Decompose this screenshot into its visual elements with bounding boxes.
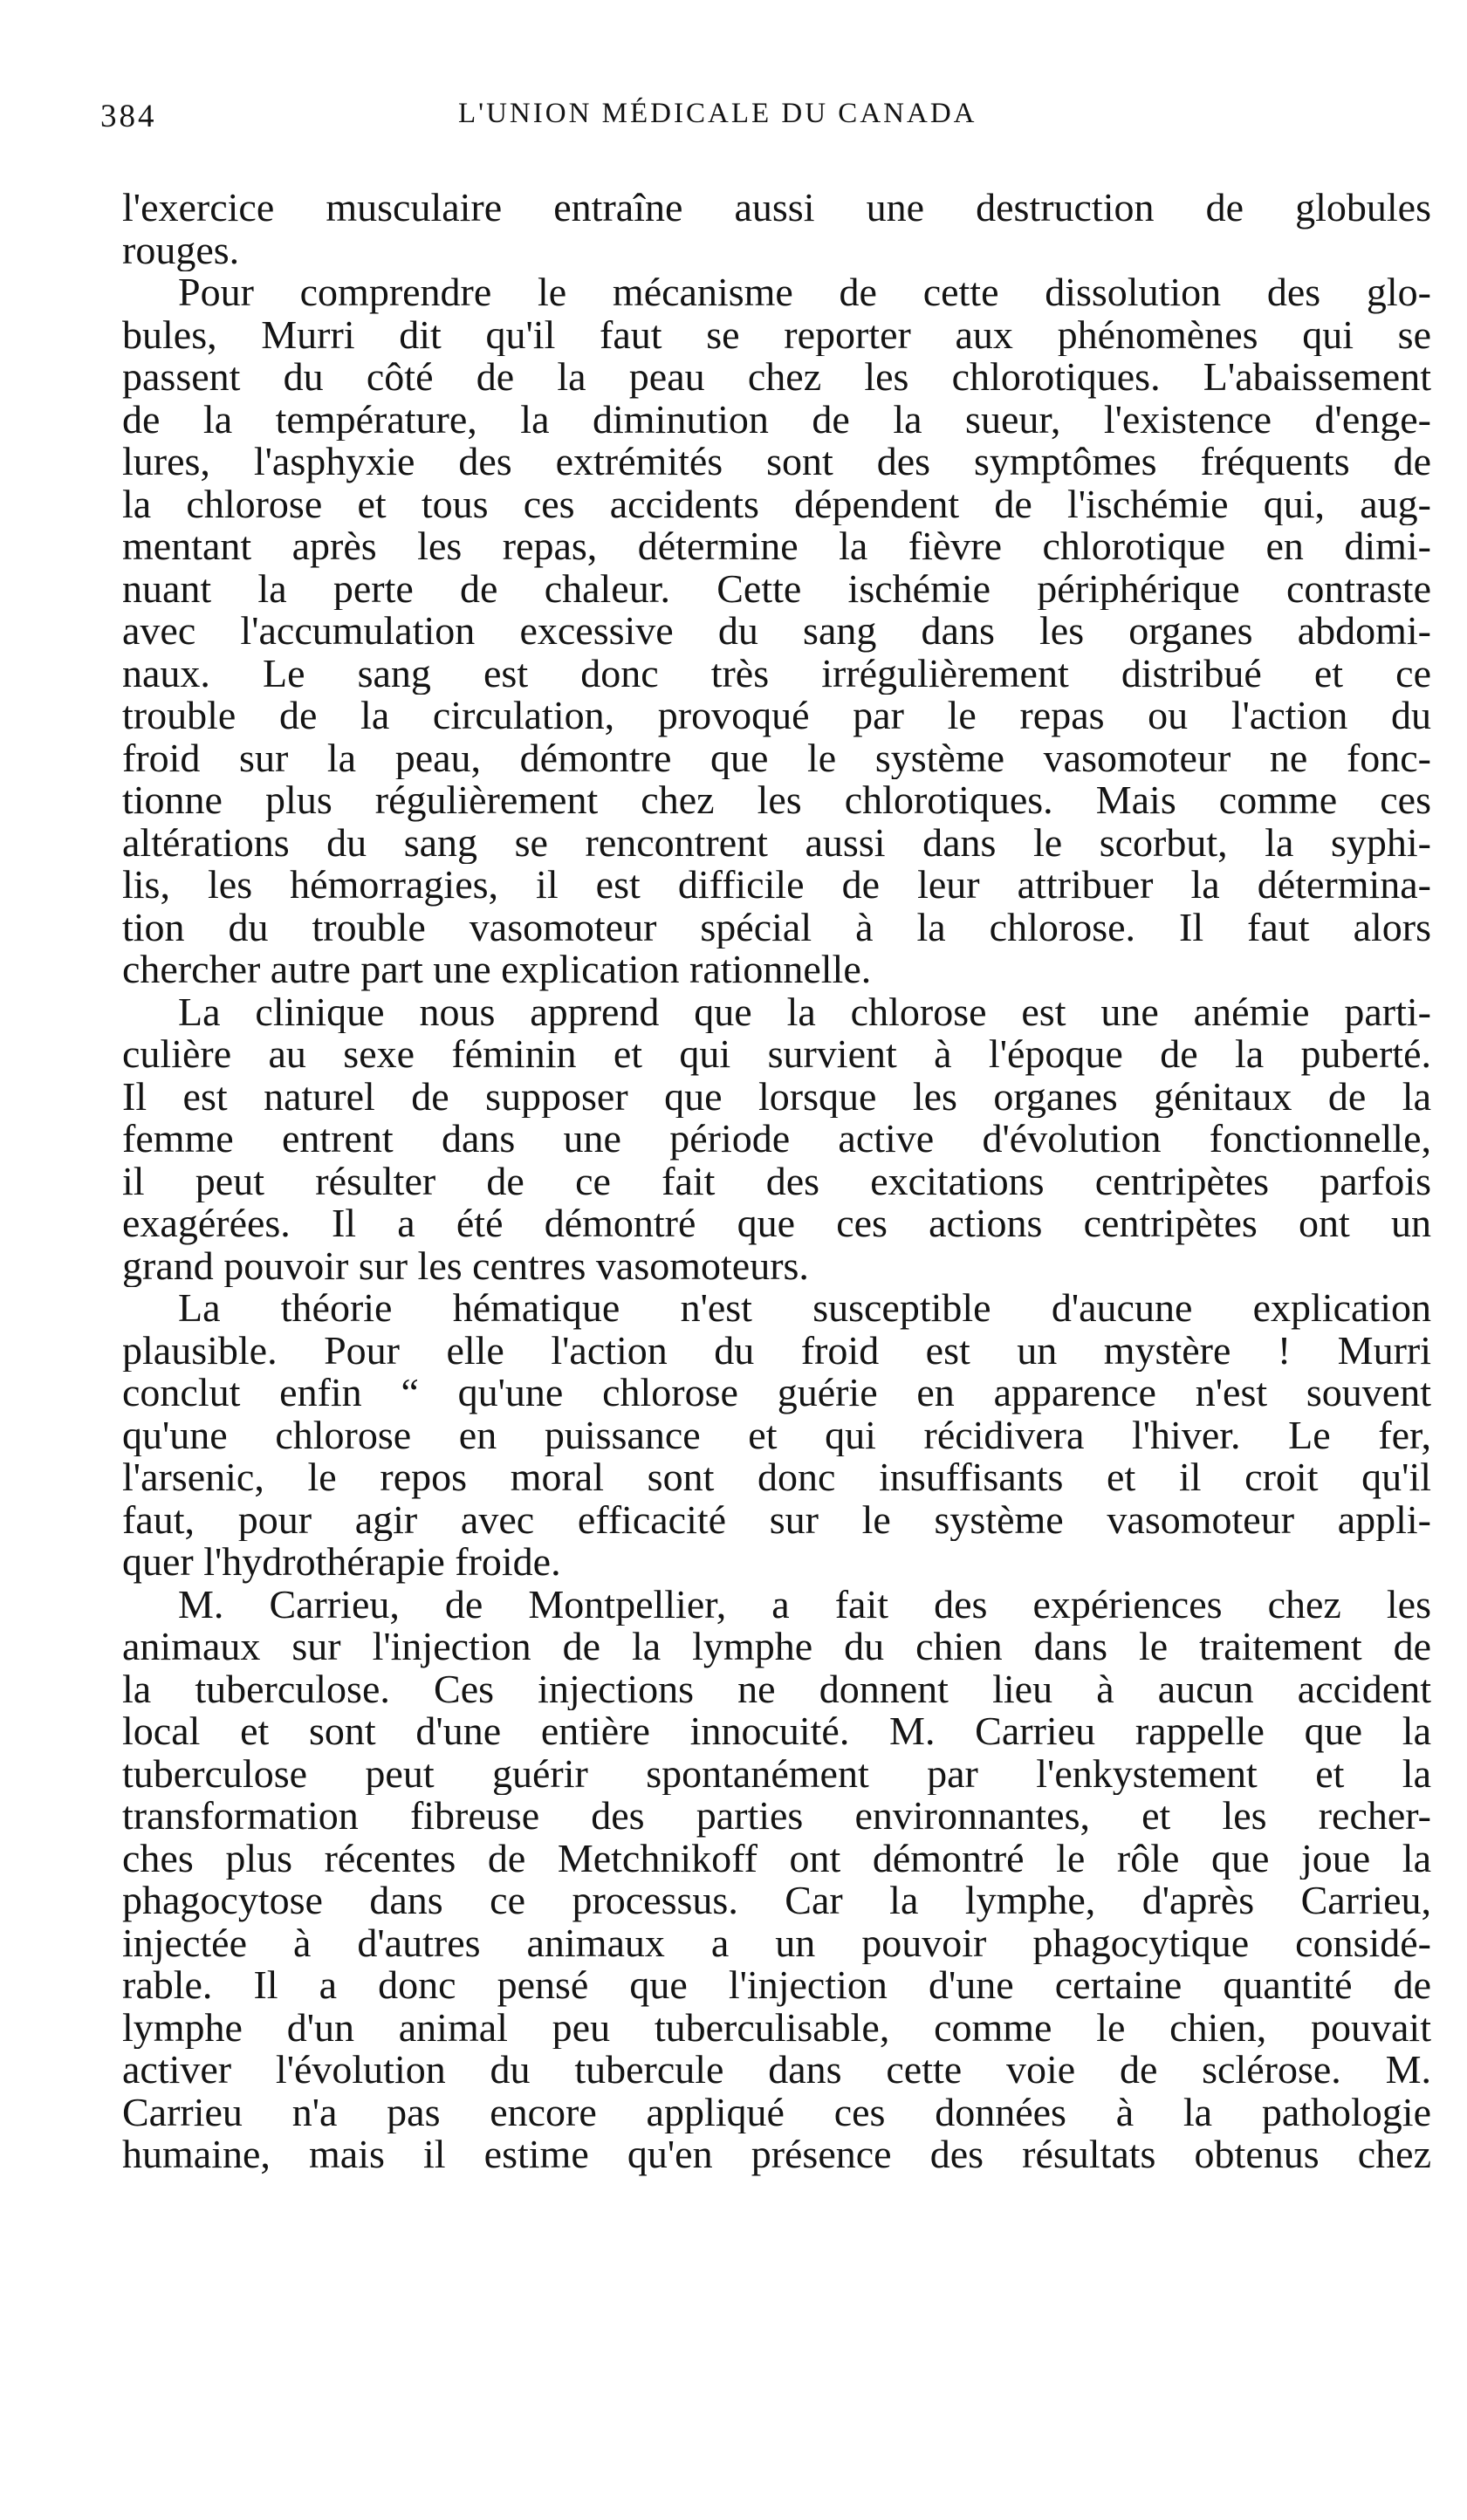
text-line: Pour comprendre le mécanisme de cette dissolution des glo- [178,271,1431,314]
text-line: tuberculose peut guérir spontanément par l'enkystement et la [122,1752,1431,1795]
body-text [122,187,1431,2176]
text-line: trouble de la circulation, provoqué par le repas ou l'action du [122,695,1431,737]
text-line: animaux sur l'injection de la lymphe du chien dans le traitement de [122,1626,1431,1668]
text-line: passent du côté de la peau chez les chlorotiques. L'abaissement [122,356,1431,399]
text-line: phagocytose dans ce processus. Car la lymphe, d'après Carrieu, [122,1880,1431,1922]
text-line: grand pouvoir sur les centres vasomoteurs. [122,1244,809,1287]
text-line: tionne plus régulièrement chez les chlorotiques. Mais comme ces [122,779,1431,822]
text-line: exagérées. Il a été démontré que ces actions centripètes ont un [122,1202,1431,1245]
text-line: bules, Murri dit qu'il faut se reporter aux phénomènes qui se [122,313,1431,356]
text-line: chercher autre part une explication rationnelle. [122,948,872,991]
page-number: 384 [100,99,157,134]
text-line: ches plus récentes de Metchnikoff ont démontré le rôle que joue la [122,1837,1431,1880]
text-line: il peut résulter de ce fait des excitations centripètes parfois [122,1160,1431,1202]
text-line: l'arsenic, le repos moral sont donc insuffisants et il croit qu'il [122,1456,1431,1499]
journal-title: L'UNION MÉDICALE DU CANADA [458,98,977,129]
text-line: injectée à d'autres animaux a un pouvoir phagocytique considé- [122,1921,1431,1964]
text-line: local et sont d'une entière innocuité. M. Carrieu rappelle que la [122,1710,1431,1753]
text-line: naux. Le sang est donc très irrégulièrement distribué et ce [122,652,1431,695]
text-line: de la température, la diminution de la sueur, l'existence d'enge- [122,398,1431,441]
text-line: l'exercice musculaire entraîne aussi une destruction de globules [122,187,1431,229]
text-line: nuant la perte de chaleur. Cette ischémie périphérique contraste [122,567,1431,610]
text-line: conclut enfin “ qu'une chlorose guérie en apparence n'est souvent [122,1372,1431,1414]
text-line: froid sur la peau, démontre que le système vasomoteur ne fonc- [122,736,1431,779]
text-line: mentant après les repas, détermine la fièvre chlorotique en dimi- [122,525,1431,568]
running-head [100,98,1401,150]
text-line: lymphe d'un animal peu tuberculisable, comme le chien, pouvait [122,2006,1431,2049]
text-line: rable. Il a donc pensé que l'injection d'une certaine quantité de [122,1964,1431,2007]
text-line: transformation fibreuse des parties environnantes, et les recher- [122,1795,1431,1838]
text-line: la chlorose et tous ces accidents dépendent de l'ischémie qui, aug- [122,483,1431,525]
text-line: M. Carrieu, de Montpellier, a fait des expériences chez les [178,1583,1431,1626]
text-line: La clinique nous apprend que la chlorose est une anémie parti- [178,990,1431,1033]
text-line: avec l'accumulation excessive du sang dans les organes abdomi- [122,610,1431,653]
text-line: lis, les hémorragies, il est difficile de leur attribuer la détermina- [122,864,1431,907]
text-line: faut, pour agir avec efficacité sur le système vasomoteur appli- [122,1498,1431,1541]
text-line: humaine, mais il estime qu'en présence des résultats obtenus chez [122,2133,1431,2176]
text-line: rouges. [122,229,240,271]
text-line: lures, l'asphyxie des extrémités sont des symptômes fréquents de [122,441,1431,483]
text-line: La théorie hématique n'est susceptible d'aucune explication [178,1287,1431,1330]
text-line: femme entrent dans une période active d'évolution fonctionnelle, [122,1118,1431,1161]
text-line: tion du trouble vasomoteur spécial à la chlorose. Il faut alors [122,906,1431,948]
text-line: plausible. Pour elle l'action du froid est un mystère ! Murri [122,1329,1431,1372]
text-line: altérations du sang se rencontrent aussi dans le scorbut, la syphi- [122,821,1431,864]
text-line: qu'une chlorose en puissance et qui récidivera l'hiver. Le fer, [122,1414,1431,1456]
text-line: activer l'évolution du tubercule dans cette voie de sclérose. M. [122,2049,1431,2092]
text-line: Il est naturel de supposer que lorsque les organes génitaux de la [122,1075,1431,1118]
text-line: culière au sexe féminin et qui survient à l'époque de la puberté. [122,1033,1431,1076]
text-line: quer l'hydrothérapie froide. [122,1541,561,1584]
text-line: Carrieu n'a pas encore appliqué ces données à la pathologie [122,2091,1431,2133]
text-line: la tuberculose. Ces injections ne donnent lieu à aucun accident [122,1667,1431,1710]
